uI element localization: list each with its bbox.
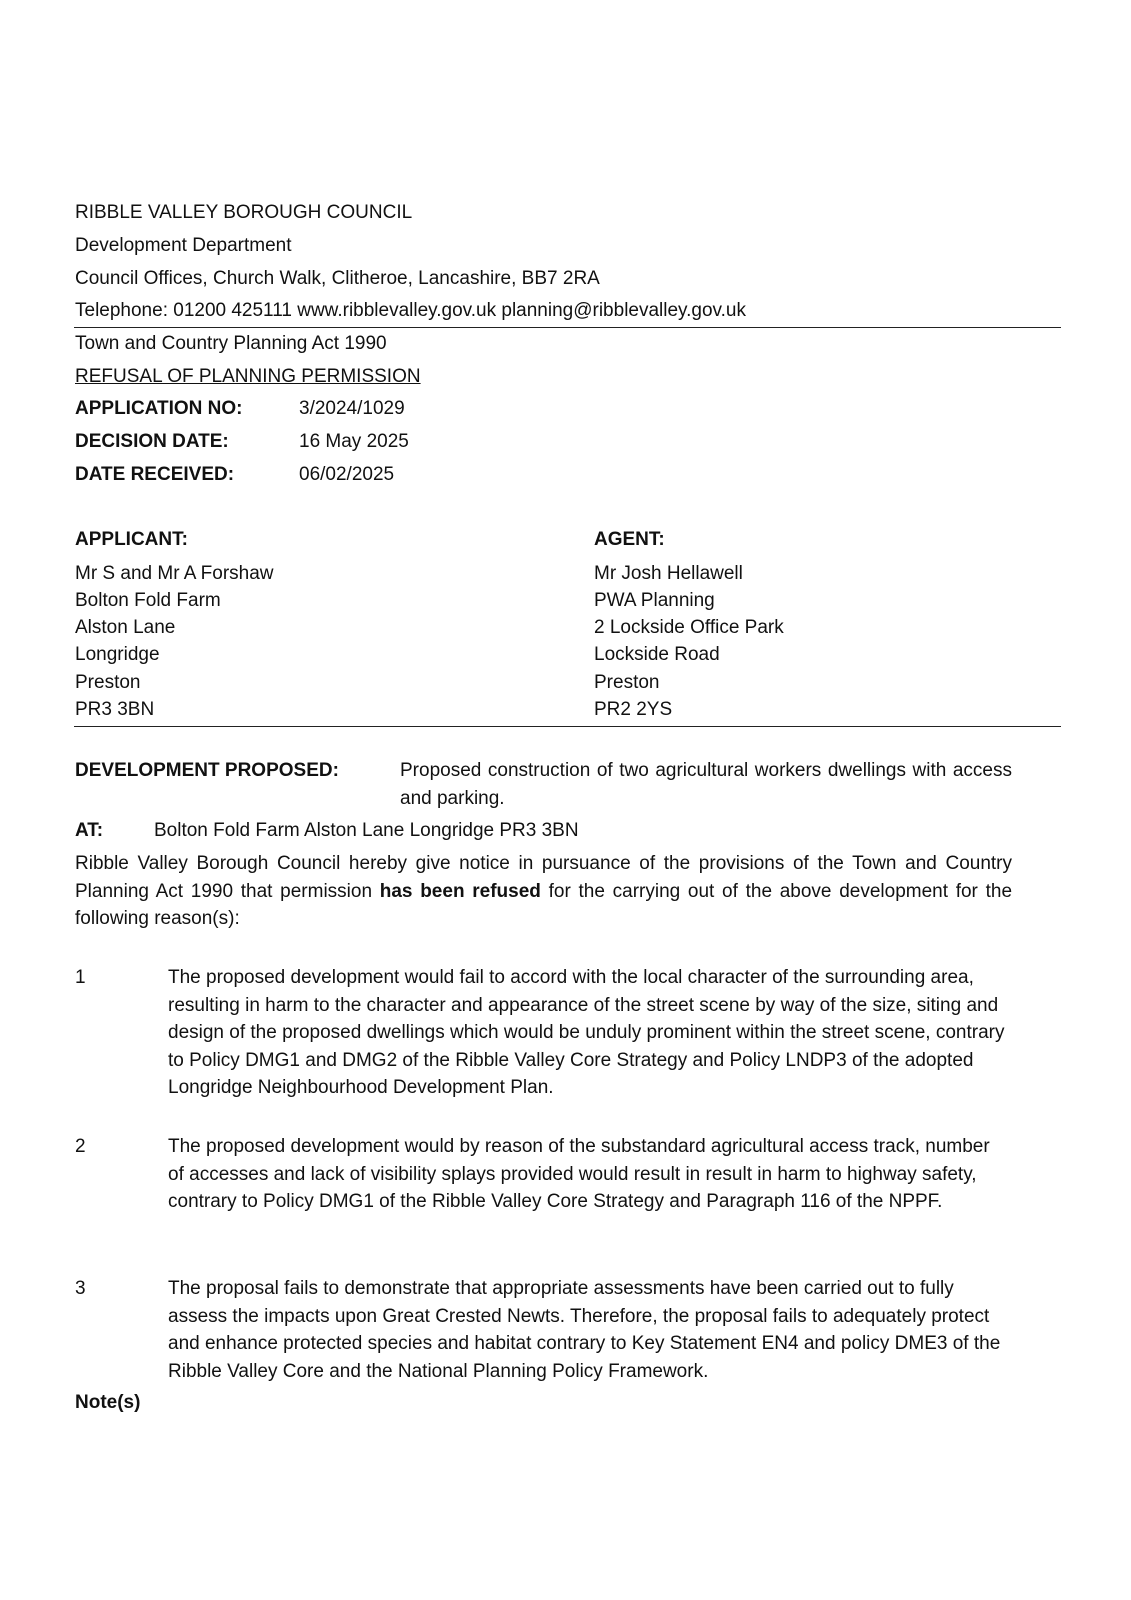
notice-refused-text: has been refused	[379, 880, 541, 902]
site-label: AT:	[75, 820, 104, 841]
header-divider	[74, 327, 1061, 328]
development-label: DEVELOPMENT PROPOSED:	[75, 760, 339, 781]
applicant-divider	[74, 726, 1061, 727]
agent-label: AGENT:	[594, 529, 665, 550]
reason-number: 3	[75, 1278, 86, 1299]
notice-text-before: Ribble Valley Borough Council hereby give notice in pursuance of the provisions of the Town and Country Planning Act 1990 that permission	[75, 853, 1012, 902]
council-name: RIBBLE VALLEY BOROUGH COUNCIL	[75, 202, 413, 223]
application-no-value: 3/2024/1029	[299, 398, 405, 419]
applicant-line: Bolton Fold Farm	[75, 590, 221, 611]
applicant-line: Longridge	[75, 644, 160, 665]
agent-line: PR2 2YS	[594, 699, 673, 720]
agent-line: Lockside Road	[594, 644, 720, 665]
decision-title: REFUSAL OF PLANNING PERMISSION	[75, 366, 421, 387]
applicant-line: PR3 3BN	[75, 699, 155, 720]
notice-text-after: for the carrying out of the above development for the following reason(s):	[75, 880, 1013, 929]
act-title: Town and Country Planning Act 1990	[75, 333, 387, 354]
notes-heading: Note(s)	[75, 1392, 141, 1413]
agent-line: PWA Planning	[594, 590, 715, 611]
applicant-line: Alston Lane	[75, 617, 176, 638]
department-name: Development Department	[75, 235, 292, 256]
reason-number: 2	[75, 1136, 86, 1157]
reason-text: The proposal fails to demonstrate that appropriate assessments have been carried out to fully assess the impacts upon Great Crested Newts. Therefore, the proposal fails to adequately protect and enhance protected species and habitat contrary to Key Statement EN4 and policy DME3 of the Ribble Valley Core and the National Planning Policy Framework.	[168, 1278, 1001, 1382]
decision-date-label: DECISION DATE:	[75, 431, 229, 452]
reason-number: 1	[75, 967, 86, 988]
decision-date-value: 16 May 2025	[299, 431, 409, 452]
reason-text: The proposed development would fail to accord with the local character of the surrounding area, resulting in harm to the character and appearance of the street scene by way of the size, siting and design of the proposed dwellings which would be unduly prominent within the street scene, contrary to Policy DMG1 and DMG2 of the Ribble Valley Core Strategy and Policy LNDP3 of the adopted Longridge Neighbourhood Development Plan.	[168, 967, 1005, 1098]
date-received-label: DATE RECEIVED:	[75, 464, 235, 485]
agent-line: Mr Josh Hellawell	[594, 563, 743, 584]
contact-details: Telephone: 01200 425111 www.ribblevalley.gov.uk planning@ribblevalley.gov.uk	[75, 300, 746, 321]
applicant-line: Mr S and Mr A Forshaw	[75, 563, 274, 584]
notice-paragraph	[75, 850, 1012, 933]
agent-line: Preston	[594, 672, 660, 693]
development-text: Proposed construction of two agricultural workers dwellings with access and parking.	[400, 760, 1012, 809]
reason-text: The proposed development would by reason of the substandard agricultural access track, number of accesses and lack of visibility splays provided would result in result in harm to highway safety, contrary to Policy DMG1 of the Ribble Valley Core Strategy and Paragraph 116 of the NPPF.	[168, 1136, 990, 1212]
agent-line: 2 Lockside Office Park	[594, 617, 784, 638]
site-address: Bolton Fold Farm Alston Lane Longridge PR3 3BN	[154, 820, 579, 841]
council-address: Council Offices, Church Walk, Clitheroe, Lancashire, BB7 2RA	[75, 268, 600, 289]
applicant-line: Preston	[75, 672, 141, 693]
date-received-value: 06/02/2025	[299, 464, 395, 485]
application-no-label: APPLICATION NO:	[75, 398, 243, 419]
applicant-label: APPLICANT:	[75, 529, 188, 550]
